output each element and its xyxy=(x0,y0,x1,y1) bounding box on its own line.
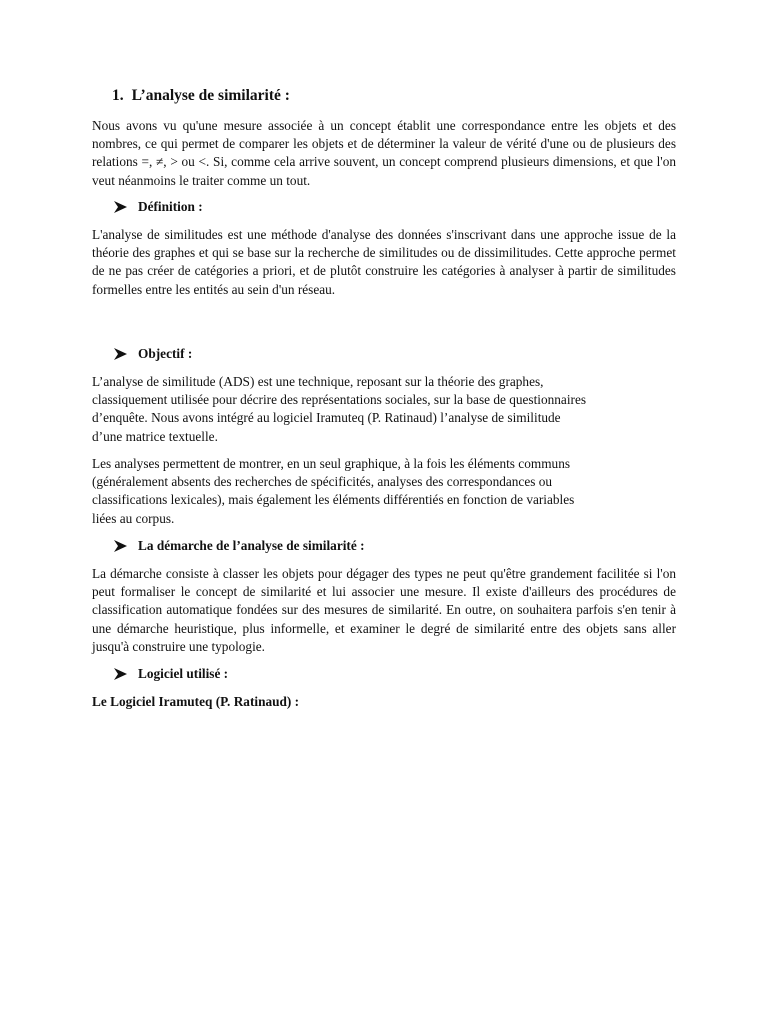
section-title: L’analyse de similarité : xyxy=(131,87,290,104)
section-heading xyxy=(112,87,290,105)
text-line: L’analyse de similitude (ADS) est une technique, reposant sur la théorie des graphes, xyxy=(92,374,544,389)
objectif-paragraph-2 xyxy=(92,455,676,528)
demarche-paragraph: La démarche consiste à classer les objets pour dégager des types ne peut qu'être grandement facilitée si l'on peut formaliser le concept de similarité et lui associer une mesure. Il existe d'ailleurs des procédures de classification automatique fondées sur des mesures de similarité. En outre, on souhaitera parfois s'en tenir à une démarche heuristique, plus informelle, et examiner le degré de similarité entre des objets sans aller jusqu'à construire une typologie. xyxy=(92,566,676,654)
definition-heading xyxy=(114,198,203,216)
logiciel-heading xyxy=(114,665,228,683)
arrow-bullet-icon xyxy=(114,348,127,360)
arrow-bullet-icon xyxy=(114,540,127,552)
objectif-heading xyxy=(114,345,192,363)
arrow-bullet-icon xyxy=(114,668,127,680)
text-line: Les analyses permettent de montrer, en un seul graphique, à la fois les éléments communs xyxy=(92,456,571,471)
text-line: classifications lexicales), mais également les éléments différentiés en fonction de variables xyxy=(92,492,575,508)
text-line: d’une matrice textuelle. xyxy=(92,428,218,444)
logiciel-subheading: Le Logiciel Iramuteq (P. Ratinaud) : xyxy=(92,694,300,709)
objectif-paragraph-1 xyxy=(92,373,676,446)
arrow-bullet-icon xyxy=(114,201,127,213)
text-line: d’enquête. Nous avons intégré au logiciel Iramuteq (P. Ratinaud) l’analyse de similitude xyxy=(92,410,561,426)
definition-paragraph: L'analyse de similitudes est une méthode d'analyse des données s'inscrivant dans une approche issue de la théorie des graphes et qui se base sur la recherche de similitudes ou de dissimilitudes. Cette approche permet de ne pas créer de catégories a priori, et de plutôt construire les catégories à analyser à partir de similitudes formelles entre les entités au sein d'un réseau. xyxy=(92,227,676,297)
objectif-heading-label: Objectif : xyxy=(138,346,193,361)
text-line: (généralement absents des recherches de spécificités, analyses des correspondances ou xyxy=(92,474,553,490)
text-line: liées au corpus. xyxy=(92,510,175,526)
demarche-heading-label: La démarche de l’analyse de similarité : xyxy=(138,538,365,553)
section-number: 1. xyxy=(112,87,124,104)
definition-heading-label: Définition : xyxy=(138,199,203,214)
intro-paragraph: Nous avons vu qu'une mesure associée à un concept établit une correspondance entre les objets et des nombres, ce qui permet de comparer les objets et de déterminer la valeur de vérité d'une ou de plusieurs des relations =, ≠, > ou <. Si, comme cela arrive souvent, un concept comprend plusieurs dimensions, et que l'on veut néanmoins le traiter comme un tout. xyxy=(92,118,676,188)
text-line: classiquement utilisée pour décrire des représentations sociales, sur la base de questionnaires xyxy=(92,392,587,408)
demarche-heading xyxy=(114,537,365,555)
logiciel-heading-label: Logiciel utilisé : xyxy=(138,666,229,681)
